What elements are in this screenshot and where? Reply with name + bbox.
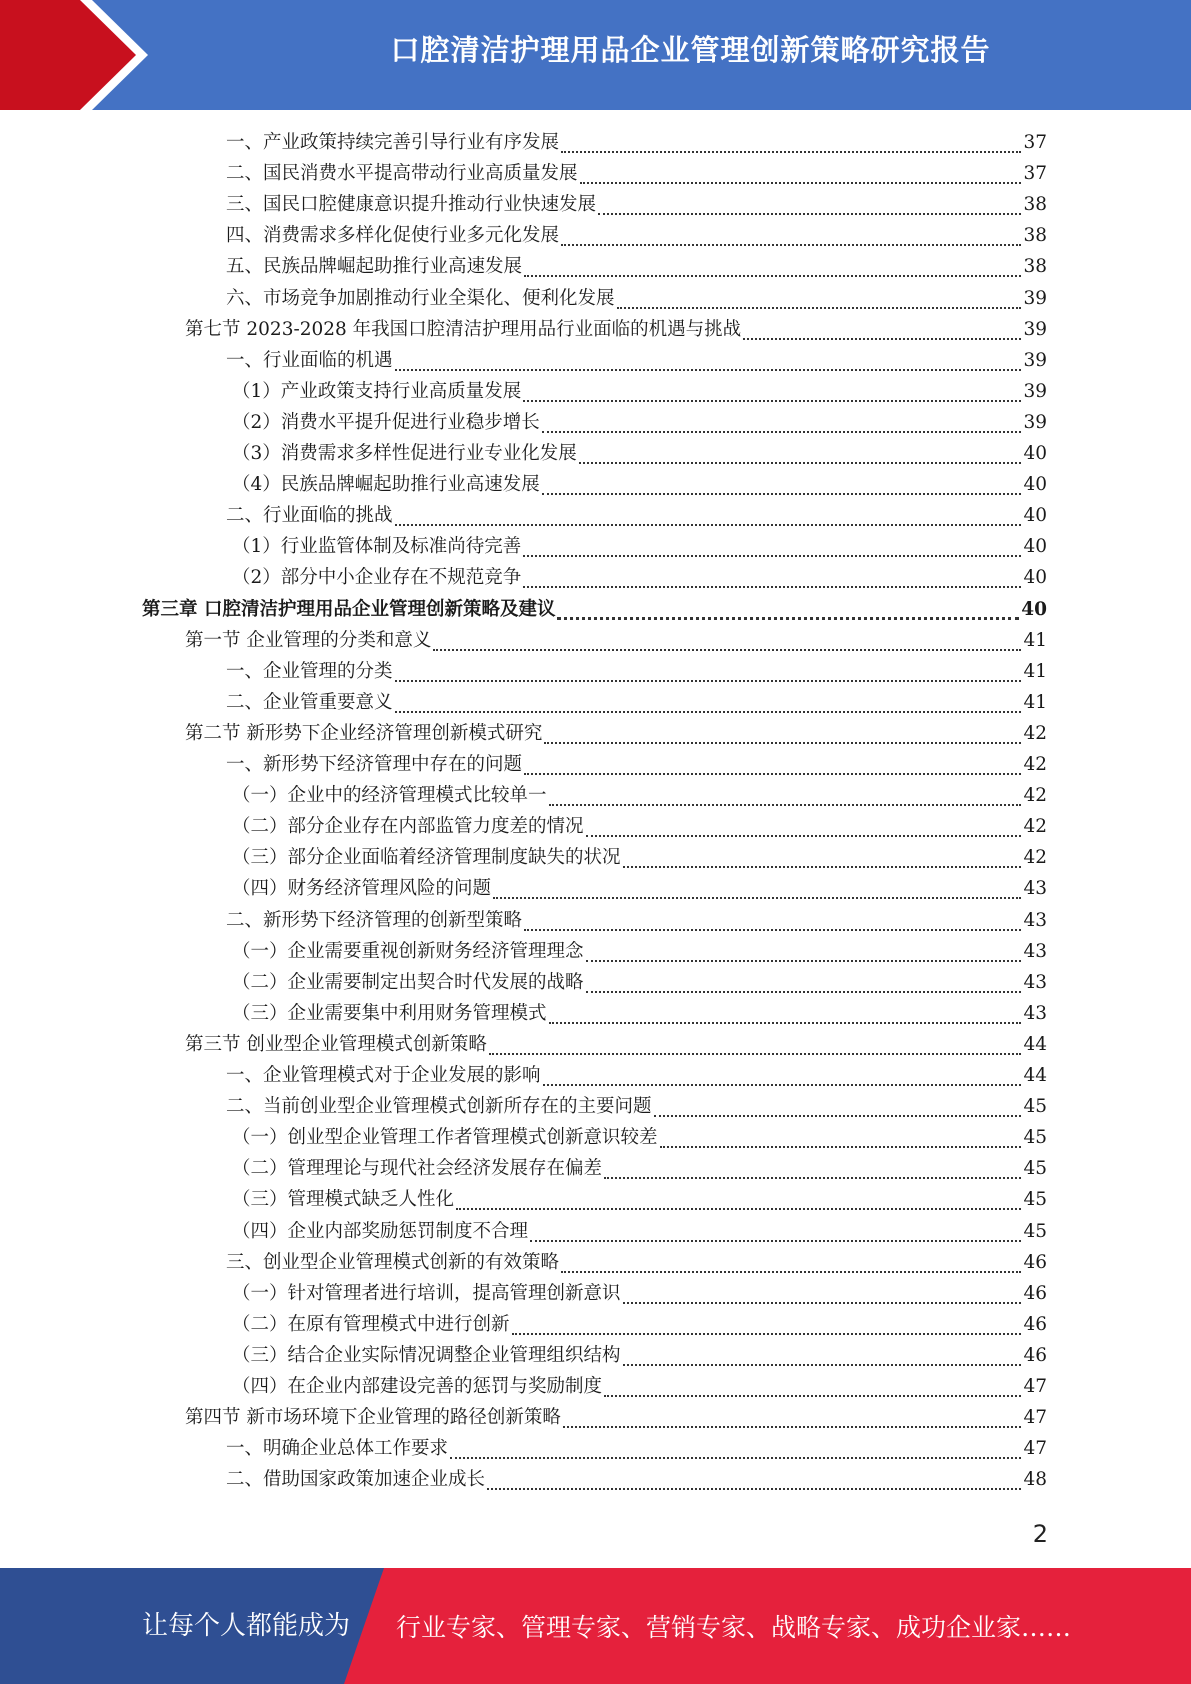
- toc-entry[interactable]: [226, 158, 1047, 189]
- toc-leader-dots: [743, 338, 1021, 340]
- toc-entry-label: （四）企业内部奖励惩罚制度不合理: [232, 1220, 529, 1242]
- toc-leader-dots: [524, 275, 1021, 277]
- toc-entry[interactable]: [226, 189, 1047, 220]
- toc-entry-page: 42: [1023, 785, 1047, 807]
- toc-leader-dots: [561, 1271, 1021, 1273]
- toc-entry-label: （三）企业需要集中利用财务管理模式: [232, 1002, 547, 1024]
- page-number: 2: [1032, 1520, 1048, 1548]
- toc-entry-label: （二）在原有管理模式中进行创新: [232, 1313, 510, 1335]
- toc-leader-dots: [598, 213, 1021, 215]
- toc-entry-label: 二、借助国家政策加速企业成长: [226, 1469, 486, 1491]
- toc-entry-page: 43: [1023, 1002, 1047, 1024]
- toc-entry-page: 46: [1023, 1251, 1047, 1273]
- toc-leader-dots: [493, 897, 1021, 899]
- toc-entry-label: （4）民族品牌崛起助推行业高速发展: [232, 474, 540, 496]
- toc-chapter-entry[interactable]: [142, 594, 1047, 625]
- toc-entry-label: 第四节 新市场环境下企业管理的路径创新策略: [185, 1407, 561, 1429]
- toc-entry-page: 43: [1023, 909, 1047, 931]
- footer-slogan-left: 让每个人都能成为: [142, 1611, 351, 1641]
- toc-entry-page: 38: [1023, 194, 1047, 216]
- toc-entry-label: （二）部分企业存在内部监管力度差的情况: [232, 816, 584, 838]
- toc-leader-dots: [549, 1022, 1022, 1024]
- toc-entry-label: 第七节 2023-2028 年我国口腔清洁护理用品行业面临的机遇与挑战: [185, 318, 742, 340]
- toc-leader-dots: [586, 835, 1022, 837]
- toc-entry-label: （2）消费水平提升促进行业稳步增长: [232, 411, 540, 433]
- toc-entry-label: 二、企业管重要意义: [226, 691, 393, 713]
- toc-leader-dots: [456, 1208, 1021, 1210]
- toc-leader-dots: [395, 524, 1022, 526]
- page-footer: [0, 1568, 1191, 1684]
- toc-entry[interactable]: [232, 469, 1047, 500]
- toc-leader-dots: [487, 1488, 1021, 1490]
- toc-entry-page: 47: [1023, 1407, 1047, 1429]
- toc-entry[interactable]: [232, 1371, 1047, 1402]
- toc-entry[interactable]: [226, 1060, 1047, 1091]
- toc-entry-label: 第三章 口腔清洁护理用品企业管理创新策略及建议: [142, 598, 556, 620]
- toc-entry[interactable]: [226, 1464, 1047, 1495]
- toc-entry-label: （三）管理模式缺乏人性化: [232, 1189, 455, 1211]
- toc-leader-dots: [580, 182, 1022, 184]
- toc-entry-page: 40: [1023, 505, 1047, 527]
- toc-entry[interactable]: [226, 905, 1047, 936]
- toc-leader-dots: [543, 1084, 1022, 1086]
- toc-entry-page: 43: [1023, 878, 1047, 900]
- toc-entry-label: （三）部分企业面临着经济管理制度缺失的状况: [232, 847, 621, 869]
- toc-entry-label: 三、国民口腔健康意识提升推动行业快速发展: [226, 194, 597, 216]
- toc-entry[interactable]: [226, 283, 1047, 314]
- toc-leader-dots: [561, 151, 1021, 153]
- toc-entry-label: （一）企业需要重视创新财务经济管理理念: [232, 940, 584, 962]
- toc-entry-page: 41: [1023, 660, 1047, 682]
- toc-entry-label: 一、明确企业总体工作要求: [226, 1438, 449, 1460]
- toc-section-entry[interactable]: [185, 314, 1047, 345]
- toc-leader-dots: [523, 586, 1021, 588]
- toc-entry-page: 40: [1023, 443, 1047, 464]
- toc-entry[interactable]: [232, 936, 1047, 967]
- toc-entry-label: 第二节 新形势下企业经济管理创新模式研究: [185, 722, 543, 744]
- toc-entry-page: 42: [1023, 816, 1047, 838]
- toc-leader-dots: [524, 773, 1021, 775]
- toc-entry-label: 一、行业面临的机遇: [226, 349, 393, 371]
- toc-leader-dots: [604, 1395, 1021, 1397]
- toc-leader-dots: [433, 649, 1021, 651]
- toc-leader-dots: [579, 462, 1022, 464]
- toc-leader-dots: [450, 1457, 1021, 1459]
- toc-entry-label: （四）在企业内部建设完善的惩罚与奖励制度: [232, 1376, 603, 1397]
- header-arrow-icon: [0, 0, 160, 110]
- toc-leader-dots: [623, 1302, 1022, 1304]
- toc-entry[interactable]: [232, 562, 1047, 593]
- toc-leader-dots: [524, 929, 1021, 931]
- toc-leader-dots: [561, 244, 1021, 246]
- toc-entry-label: 一、企业管理的分类: [226, 660, 393, 682]
- toc-leader-dots: [512, 1333, 1022, 1335]
- toc-entry[interactable]: [232, 1184, 1047, 1215]
- toc-leader-dots: [660, 1146, 1022, 1148]
- toc-entry[interactable]: [232, 967, 1047, 998]
- toc-entry-page: 38: [1023, 256, 1047, 278]
- toc-entry-label: （四）财务经济管理风险的问题: [232, 878, 492, 900]
- toc-entry[interactable]: [232, 1309, 1047, 1340]
- toc-entry-label: 一、企业管理模式对于企业发展的影响: [226, 1065, 541, 1086]
- toc-leader-dots: [586, 960, 1022, 962]
- toc-entry[interactable]: [232, 438, 1047, 469]
- toc-entry-label: （1）行业监管体制及标准尚待完善: [232, 536, 522, 558]
- toc-entry-page: 39: [1023, 318, 1047, 340]
- toc-entry-page: 43: [1023, 940, 1047, 962]
- toc-entry-page: 38: [1023, 225, 1047, 247]
- footer-slogan-right: 行业专家、管理专家、营销专家、战略专家、成功企业家……: [396, 1613, 1072, 1642]
- toc-entry-label: （二）企业需要制定出契合时代发展的战略: [232, 971, 584, 993]
- toc-entry[interactable]: [232, 376, 1047, 407]
- toc-entry[interactable]: [226, 749, 1047, 780]
- toc-leader-dots: [623, 1364, 1022, 1366]
- toc-entry[interactable]: [226, 251, 1047, 282]
- toc-entry[interactable]: [226, 1433, 1047, 1464]
- toc-entry-label: （2）部分中小企业存在不规范竞争: [232, 567, 522, 589]
- toc-entry-page: 46: [1023, 1282, 1047, 1304]
- toc-entry-page: 48: [1023, 1469, 1047, 1491]
- toc-entry-page: 42: [1023, 754, 1047, 775]
- toc-entry[interactable]: [232, 998, 1047, 1029]
- toc-entry-page: 45: [1023, 1127, 1047, 1149]
- toc-entry-page: 47: [1023, 1376, 1047, 1397]
- toc-entry[interactable]: [226, 345, 1047, 376]
- toc-leader-dots: [489, 1053, 1022, 1055]
- toc-entry[interactable]: [226, 1091, 1047, 1122]
- toc-entry-page: 41: [1023, 691, 1047, 713]
- toc-leader-dots: [586, 991, 1022, 993]
- toc-leader-dots: [617, 307, 1022, 309]
- toc-entry-label: 二、新形势下经济管理的创新型策略: [226, 909, 523, 931]
- toc-leader-dots: [563, 1426, 1022, 1428]
- toc-entry-page: 39: [1023, 380, 1047, 402]
- report-title: 口腔清洁护理用品企业管理创新策略研究报告: [390, 33, 991, 67]
- toc-leader-dots: [395, 680, 1022, 682]
- toc-entry[interactable]: [232, 1122, 1047, 1153]
- toc-entry-page: 42: [1023, 847, 1047, 869]
- toc-leader-dots: [395, 369, 1022, 371]
- toc-leader-dots: [395, 711, 1022, 713]
- toc-entry-page: 45: [1023, 1189, 1047, 1211]
- toc-leader-dots: [623, 866, 1022, 868]
- toc-entry[interactable]: [226, 500, 1047, 531]
- toc-entry-page: 39: [1023, 287, 1047, 309]
- toc-entry[interactable]: [232, 1153, 1047, 1184]
- toc-entry-page: 45: [1023, 1220, 1047, 1242]
- toc-section-entry[interactable]: [185, 1029, 1047, 1060]
- toc-section-entry[interactable]: [185, 718, 1047, 749]
- toc-section-entry[interactable]: [185, 1402, 1047, 1433]
- toc-entry[interactable]: [232, 873, 1047, 904]
- toc-entry-page: 39: [1023, 411, 1047, 433]
- toc-leader-dots: [523, 400, 1021, 402]
- toc-entry-page: 40: [1023, 536, 1047, 558]
- toc-entry[interactable]: [232, 811, 1047, 842]
- toc-entry-page: 44: [1023, 1065, 1047, 1086]
- toc-entry-label: （三）结合企业实际情况调整企业管理组织结构: [232, 1344, 621, 1366]
- toc-entry-page: 37: [1023, 132, 1047, 153]
- toc-leader-dots: [542, 493, 1022, 495]
- toc-entry[interactable]: [232, 1216, 1047, 1247]
- page-header: [0, 0, 1191, 110]
- toc-entry[interactable]: [226, 1247, 1047, 1278]
- toc-entry-label: （一）创业型企业管理工作者管理模式创新意识较差: [232, 1127, 658, 1149]
- toc-leader-dots: [549, 804, 1022, 806]
- toc-entry-page: 46: [1023, 1344, 1047, 1366]
- toc-entry-page: 40: [1023, 474, 1047, 496]
- toc-entry-page: 47: [1023, 1438, 1047, 1460]
- toc-entry-page: 45: [1023, 1096, 1047, 1118]
- toc-entry-label: （一）企业中的经济管理模式比较单一: [232, 785, 547, 807]
- toc-entry[interactable]: [232, 780, 1047, 811]
- toc-leader-dots: [604, 1177, 1021, 1179]
- toc-entry-label: （二）管理理论与现代社会经济发展存在偏差: [232, 1158, 603, 1180]
- toc-entry[interactable]: [232, 1278, 1047, 1309]
- toc-entry-label: 二、当前创业型企业管理模式创新所存在的主要问题: [226, 1096, 652, 1118]
- toc-entry[interactable]: [232, 407, 1047, 438]
- toc-entry-label: 三、创业型企业管理模式创新的有效策略: [226, 1251, 560, 1273]
- toc-leader-dots: [544, 742, 1021, 744]
- toc-entry-page: 42: [1023, 722, 1047, 744]
- toc-leader-dots: [530, 1240, 1021, 1242]
- toc-entry-page: 37: [1023, 163, 1047, 185]
- toc-entry-page: 45: [1023, 1158, 1047, 1180]
- toc-entry-label: 四、消费需求多样化促使行业多元化发展: [226, 225, 560, 247]
- toc-entry-label: （3）消费需求多样性促进行业专业化发展: [232, 443, 577, 464]
- toc-entry-label: （一）针对管理者进行培训，提高管理创新意识: [232, 1282, 621, 1304]
- toc-entry-label: 二、国民消费水平提高带动行业高质量发展: [226, 163, 578, 185]
- toc-section-entry[interactable]: [185, 625, 1047, 656]
- toc-entry-label: 第三节 创业型企业管理模式创新策略: [185, 1033, 487, 1055]
- toc-entry[interactable]: [226, 656, 1047, 687]
- toc-leader-dots: [523, 555, 1021, 557]
- toc-entry[interactable]: [232, 531, 1047, 562]
- toc-entry-label: 六、市场竞争加剧推动行业全渠化、便利化发展: [226, 287, 615, 309]
- toc-entry-label: 二、行业面临的挑战: [226, 505, 393, 527]
- toc-entry-label: 一、产业政策持续完善引导行业有序发展: [226, 132, 560, 153]
- toc-entry-page: 43: [1023, 971, 1047, 993]
- toc-entry-page: 41: [1023, 629, 1047, 651]
- toc-entry[interactable]: [232, 842, 1047, 873]
- toc-entry-page: 46: [1023, 1313, 1047, 1335]
- toc-leader-dots: [542, 431, 1022, 433]
- toc-entry-label: （1）产业政策支持行业高质量发展: [232, 380, 522, 402]
- toc-leader-dots: [654, 1115, 1022, 1117]
- toc-entry-label: 五、民族品牌崛起助推行业高速发展: [226, 256, 523, 278]
- toc-entry[interactable]: [226, 220, 1047, 251]
- toc-entry[interactable]: [232, 1340, 1047, 1371]
- toc-entry[interactable]: [226, 127, 1047, 158]
- toc-entry-page: 40: [1021, 598, 1047, 620]
- toc-entry-page: 44: [1023, 1033, 1047, 1055]
- toc-entry-page: 40: [1023, 567, 1047, 589]
- toc-leader-dots: [557, 617, 1019, 620]
- toc-entry[interactable]: [226, 687, 1047, 718]
- toc-entry-label: 第一节 企业管理的分类和意义: [185, 629, 432, 651]
- toc-entry-page: 39: [1023, 349, 1047, 371]
- toc-entry-label: 一、新形势下经济管理中存在的问题: [226, 754, 523, 775]
